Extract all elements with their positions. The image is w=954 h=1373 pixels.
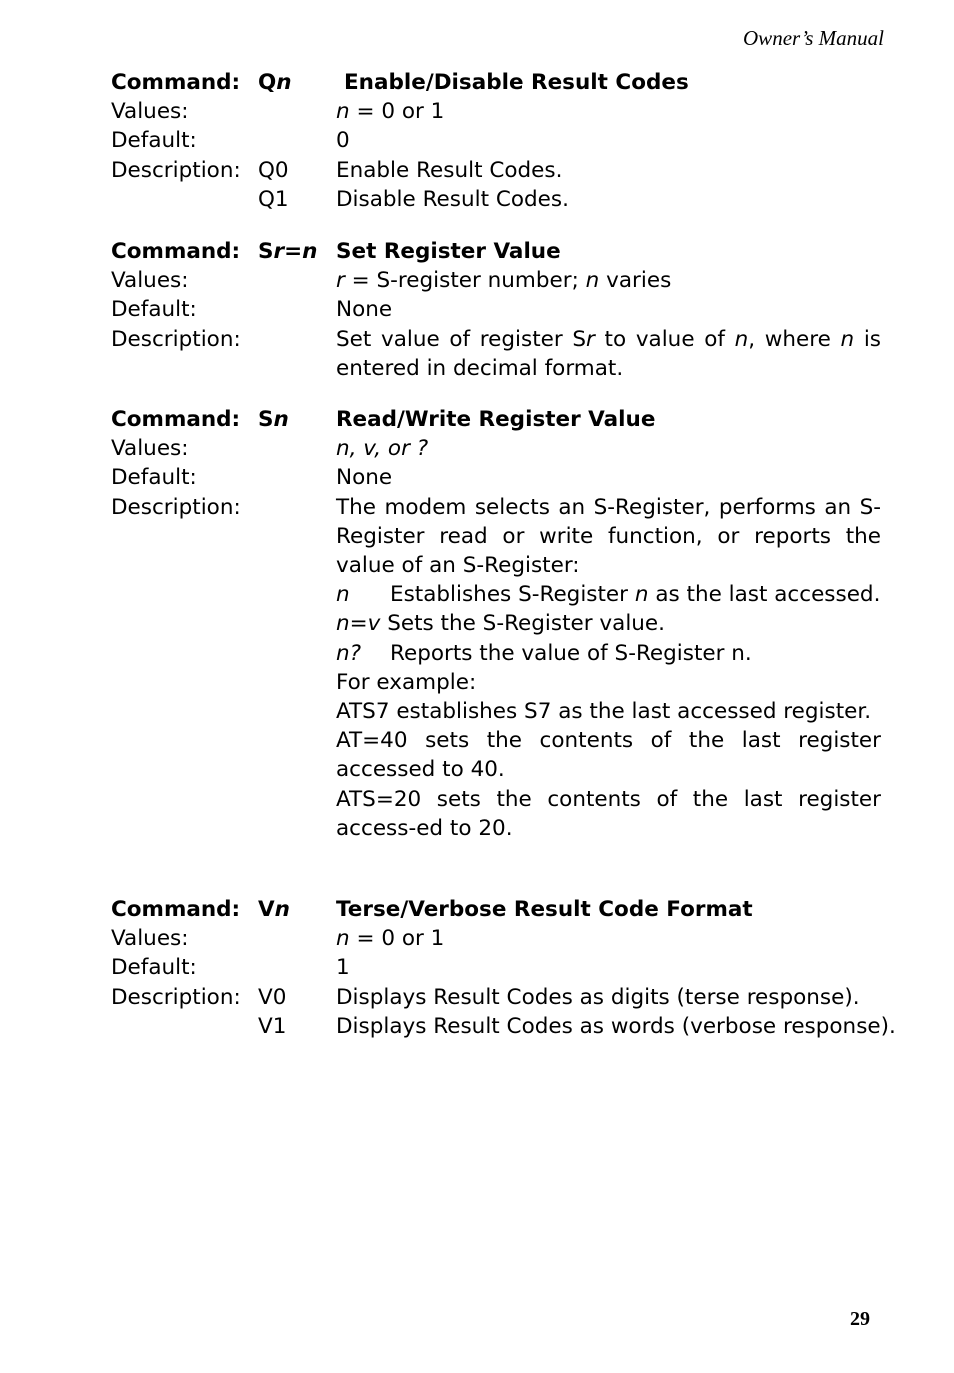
option-code: V0 — [258, 984, 287, 1010]
values-var: r — [336, 268, 345, 294]
description-row — [111, 325, 881, 383]
command-label: Command: — [111, 897, 241, 922]
option-line — [336, 609, 881, 638]
default-value: 0 — [336, 128, 350, 154]
values-var: n — [336, 99, 350, 125]
desc-var: n — [840, 326, 855, 352]
command-register: r — [273, 239, 285, 264]
desc-part: Set value of register S — [336, 326, 587, 352]
command-letter: S — [258, 239, 274, 264]
command-row — [111, 237, 881, 266]
values-range: = 0 or 1 — [349, 926, 445, 952]
default-row — [111, 295, 881, 324]
command-row — [111, 68, 881, 97]
command-code — [258, 405, 289, 434]
values-var: n — [336, 926, 350, 952]
command-block-sr — [111, 237, 881, 383]
option-text: Establishes S-Register — [390, 582, 635, 608]
default-label: Default: — [111, 465, 197, 491]
description-row — [111, 983, 881, 1012]
option-key: n? — [336, 640, 362, 666]
values-row — [111, 924, 881, 953]
values-text — [336, 97, 444, 126]
option-code: V1 — [258, 1013, 287, 1039]
command-row — [111, 405, 881, 434]
default-row — [111, 126, 881, 155]
description-label: Description: — [111, 494, 241, 520]
example-label: For example: — [336, 669, 477, 695]
command-block-sn — [111, 405, 881, 843]
command-block-q — [111, 68, 881, 214]
example-line: ATS7 establishes S7 as the last accessed register. — [336, 698, 872, 724]
values-label: Values: — [111, 436, 189, 462]
values-row — [111, 97, 881, 126]
values-text: n, v, or ? — [336, 436, 429, 462]
values-range: = 0 or 1 — [349, 99, 445, 125]
values-row — [111, 266, 881, 295]
values-text-part: = S-register number; — [344, 268, 586, 294]
option-line — [336, 639, 881, 668]
values-label: Values: — [111, 926, 189, 952]
command-label: Command: — [111, 70, 241, 95]
default-value: 1 — [336, 955, 350, 981]
option-text: Disable Result Codes. — [336, 186, 569, 212]
values-text-part: varies — [599, 268, 672, 294]
command-title: Read/Write Register Value — [336, 407, 656, 432]
example-line: ATS=20 sets the contents of the last register access-ed to 20. — [336, 786, 881, 841]
default-label: Default: — [111, 128, 197, 154]
values-label: Values: — [111, 99, 189, 125]
option-line — [336, 580, 881, 609]
default-label: Default: — [111, 955, 197, 981]
option-text: as the last accessed. — [648, 582, 881, 608]
command-title: Set Register Value — [336, 239, 561, 264]
desc-part: to value of — [594, 326, 735, 352]
option-text: Displays Result Codes as digits (terse response). — [336, 984, 860, 1010]
option-text: Enable Result Codes. — [336, 157, 563, 183]
values-text — [336, 266, 671, 295]
option-key: n=v — [336, 611, 381, 637]
example-line: AT=40 sets the contents of the last register accessed to 40. — [336, 728, 881, 783]
desc-var: r — [586, 326, 595, 352]
running-header: Owner’s Manual — [743, 26, 884, 50]
command-code — [258, 237, 317, 266]
command-label: Command: — [111, 239, 241, 264]
command-row — [111, 895, 881, 924]
description-row — [111, 156, 881, 185]
option-text: Reports the value of S-Register n. — [390, 640, 752, 666]
option-text: Displays Result Codes as words (verbose response). — [336, 1013, 896, 1039]
default-label: Default: — [111, 297, 197, 323]
page-number: 29 — [850, 1308, 870, 1330]
description-label: Description: — [111, 157, 241, 183]
values-label: Values: — [111, 268, 189, 294]
description-label: Description: — [111, 326, 241, 352]
description-label: Description: — [111, 984, 241, 1010]
command-label: Command: — [111, 407, 241, 432]
command-letter: V — [258, 897, 275, 922]
desc-part: is entered in decimal format. — [336, 326, 881, 381]
values-row — [111, 434, 881, 463]
command-equals: = — [284, 239, 303, 264]
option-text: Sets the S-Register value. — [380, 611, 665, 637]
default-value: None — [336, 297, 393, 323]
command-title: Enable/Disable Result Codes — [344, 70, 689, 95]
desc-var: n — [734, 326, 749, 352]
option-code: Q0 — [258, 157, 289, 183]
command-param: n — [273, 407, 289, 432]
values-var: n — [585, 268, 600, 294]
option-code: Q1 — [258, 186, 289, 212]
description-row — [111, 493, 881, 843]
description-text — [336, 325, 881, 383]
command-code — [258, 895, 290, 924]
command-title: Terse/Verbose Result Code Format — [336, 897, 753, 922]
default-value: None — [336, 465, 393, 491]
default-row — [111, 463, 881, 492]
description-row — [111, 1012, 896, 1041]
option-key: n — [336, 582, 350, 608]
command-param: n — [276, 70, 292, 95]
description-text — [336, 493, 881, 843]
command-param: n — [302, 239, 318, 264]
default-row — [111, 953, 881, 982]
values-text — [336, 924, 444, 953]
option-var: n — [634, 582, 649, 608]
command-code — [258, 68, 292, 97]
description-row — [111, 185, 881, 214]
command-letter: S — [258, 407, 274, 432]
command-param: n — [274, 897, 290, 922]
desc-part: , where — [748, 326, 841, 352]
command-letter: Q — [258, 70, 277, 95]
command-block-v — [111, 895, 896, 1041]
description-intro: The modem selects an S-Register, performs an S-Register read or write function, or reports the value of an S-Register: — [336, 494, 881, 578]
